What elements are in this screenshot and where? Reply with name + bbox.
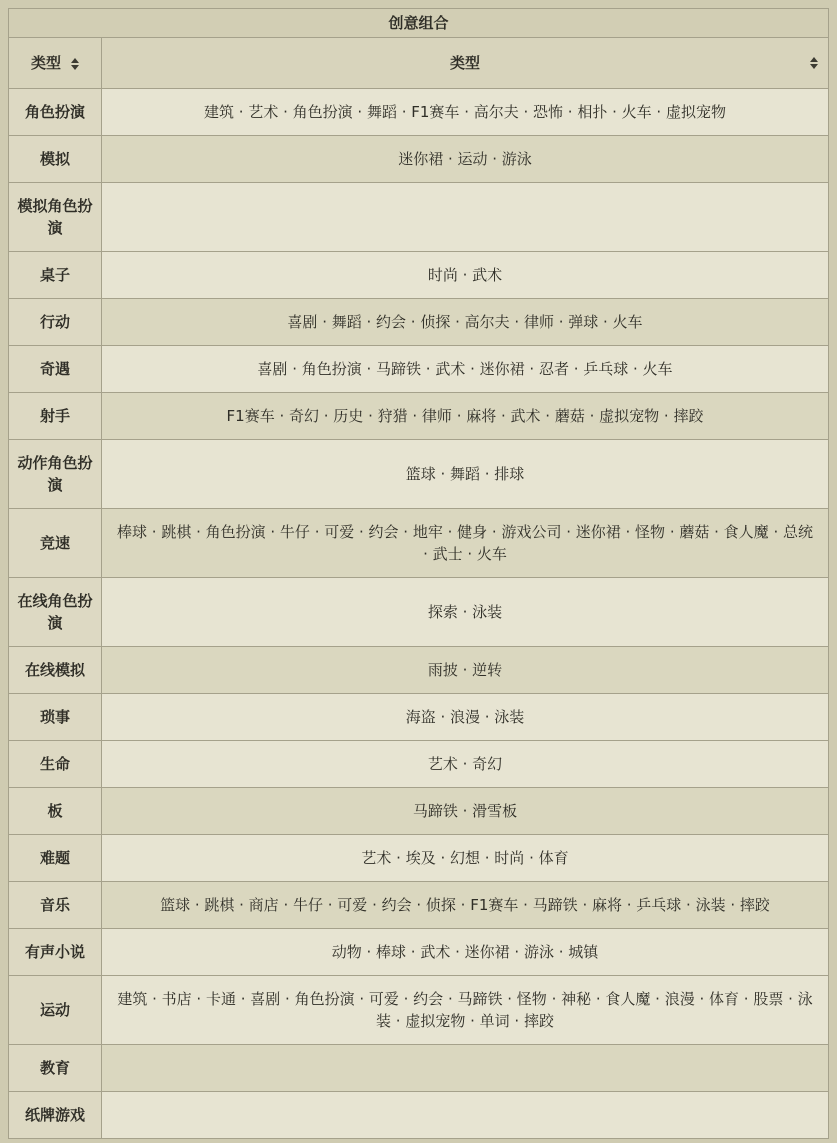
- row-category: 竞速: [9, 509, 102, 578]
- row-genres: [102, 183, 829, 252]
- sort-icon: [810, 57, 818, 69]
- row-genres: 时尚 · 武术: [102, 252, 829, 299]
- row-genres: F1赛车 · 奇幻 · 历史 · 狩猎 · 律师 · 麻将 · 武术 · 蘑菇 · 虚拟宠物 · 摔跤: [102, 393, 829, 440]
- row-genres: 棒球 · 跳棋 · 角色扮演 · 牛仔 · 可爱 · 约会 · 地牢 · 健身 · 游戏公司 · 迷你裙 · 怪物 · 蘑菇 · 食人魔 · 总统 · 武士 · 火车: [102, 509, 829, 578]
- table-title: 创意组合: [9, 9, 829, 38]
- row-category: 模拟角色扮演: [9, 183, 102, 252]
- row-genres: 动物 · 棒球 · 武术 · 迷你裙 · 游泳 · 城镇: [102, 929, 829, 976]
- column-header-category[interactable]: [9, 38, 102, 89]
- row-genres: 雨披 · 逆转: [102, 647, 829, 694]
- table-row: [9, 183, 829, 252]
- row-genres: 马蹄铁 · 滑雪板: [102, 788, 829, 835]
- table-row: [9, 393, 829, 440]
- table-row: [9, 1092, 829, 1139]
- row-genres: 艺术 · 奇幻: [102, 741, 829, 788]
- table-row: [9, 694, 829, 741]
- table-row: [9, 1045, 829, 1092]
- row-genres: 建筑 · 艺术 · 角色扮演 · 舞蹈 · F1赛车 · 高尔夫 · 恐怖 · 相扑 · 火车 · 虚拟宠物: [102, 89, 829, 136]
- table-row: [9, 440, 829, 509]
- row-category: 奇遇: [9, 346, 102, 393]
- table-row: [9, 299, 829, 346]
- row-category: 在线角色扮演: [9, 578, 102, 647]
- table-row: [9, 136, 829, 183]
- row-category: 角色扮演: [9, 89, 102, 136]
- row-category: 音乐: [9, 882, 102, 929]
- row-category: 动作角色扮演: [9, 440, 102, 509]
- table-row: [9, 346, 829, 393]
- row-category: 射手: [9, 393, 102, 440]
- table-row: [9, 578, 829, 647]
- table-row: [9, 882, 829, 929]
- sort-icon: [71, 58, 79, 70]
- creative-combos-table: [8, 8, 829, 1139]
- row-category: 纸牌游戏: [9, 1092, 102, 1139]
- row-genres: 艺术 · 埃及 · 幻想 · 时尚 · 体育: [102, 835, 829, 882]
- row-genres: 迷你裙 · 运动 · 游泳: [102, 136, 829, 183]
- row-genres: 篮球 · 跳棋 · 商店 · 牛仔 · 可爱 · 约会 · 侦探 · F1赛车 · 马蹄铁 · 麻将 · 乒乓球 · 泳装 · 摔跤: [102, 882, 829, 929]
- table-row: [9, 509, 829, 578]
- row-category: 桌子: [9, 252, 102, 299]
- table-row: [9, 929, 829, 976]
- table-row: [9, 835, 829, 882]
- row-category: 行动: [9, 299, 102, 346]
- column-header-genres-label: 类型: [449, 54, 480, 72]
- table-body: [9, 89, 829, 1139]
- table-header-row: [9, 38, 829, 89]
- row-genres: 建筑 · 书店 · 卡通 · 喜剧 · 角色扮演 · 可爱 · 约会 · 马蹄铁 · 怪物 · 神秘 · 食人魔 · 浪漫 · 体育 · 股票 · 泳装 · 虚拟宠物 · 单词 · 摔跤: [102, 976, 829, 1045]
- table-row: [9, 788, 829, 835]
- row-genres: [102, 1045, 829, 1092]
- row-category: 运动: [9, 976, 102, 1045]
- row-category: 生命: [9, 741, 102, 788]
- column-header-genres[interactable]: [102, 38, 829, 89]
- table-row: [9, 647, 829, 694]
- row-category: 琐事: [9, 694, 102, 741]
- table-row: [9, 741, 829, 788]
- row-genres: 篮球 · 舞蹈 · 排球: [102, 440, 829, 509]
- table-row: [9, 252, 829, 299]
- row-category: 有声小说: [9, 929, 102, 976]
- table-row: [9, 89, 829, 136]
- table-title-row: [9, 9, 829, 38]
- row-category: 在线模拟: [9, 647, 102, 694]
- row-genres: 探索 · 泳装: [102, 578, 829, 647]
- row-genres: 海盗 · 浪漫 · 泳装: [102, 694, 829, 741]
- row-genres: 喜剧 · 舞蹈 · 约会 · 侦探 · 高尔夫 · 律师 · 弹球 · 火车: [102, 299, 829, 346]
- row-genres: [102, 1092, 829, 1139]
- row-genres: 喜剧 · 角色扮演 · 马蹄铁 · 武术 · 迷你裙 · 忍者 · 乒乓球 · 火车: [102, 346, 829, 393]
- row-category: 难题: [9, 835, 102, 882]
- table-row: [9, 976, 829, 1045]
- row-category: 教育: [9, 1045, 102, 1092]
- column-header-category-label: 类型: [30, 54, 61, 72]
- row-category: 模拟: [9, 136, 102, 183]
- row-category: 板: [9, 788, 102, 835]
